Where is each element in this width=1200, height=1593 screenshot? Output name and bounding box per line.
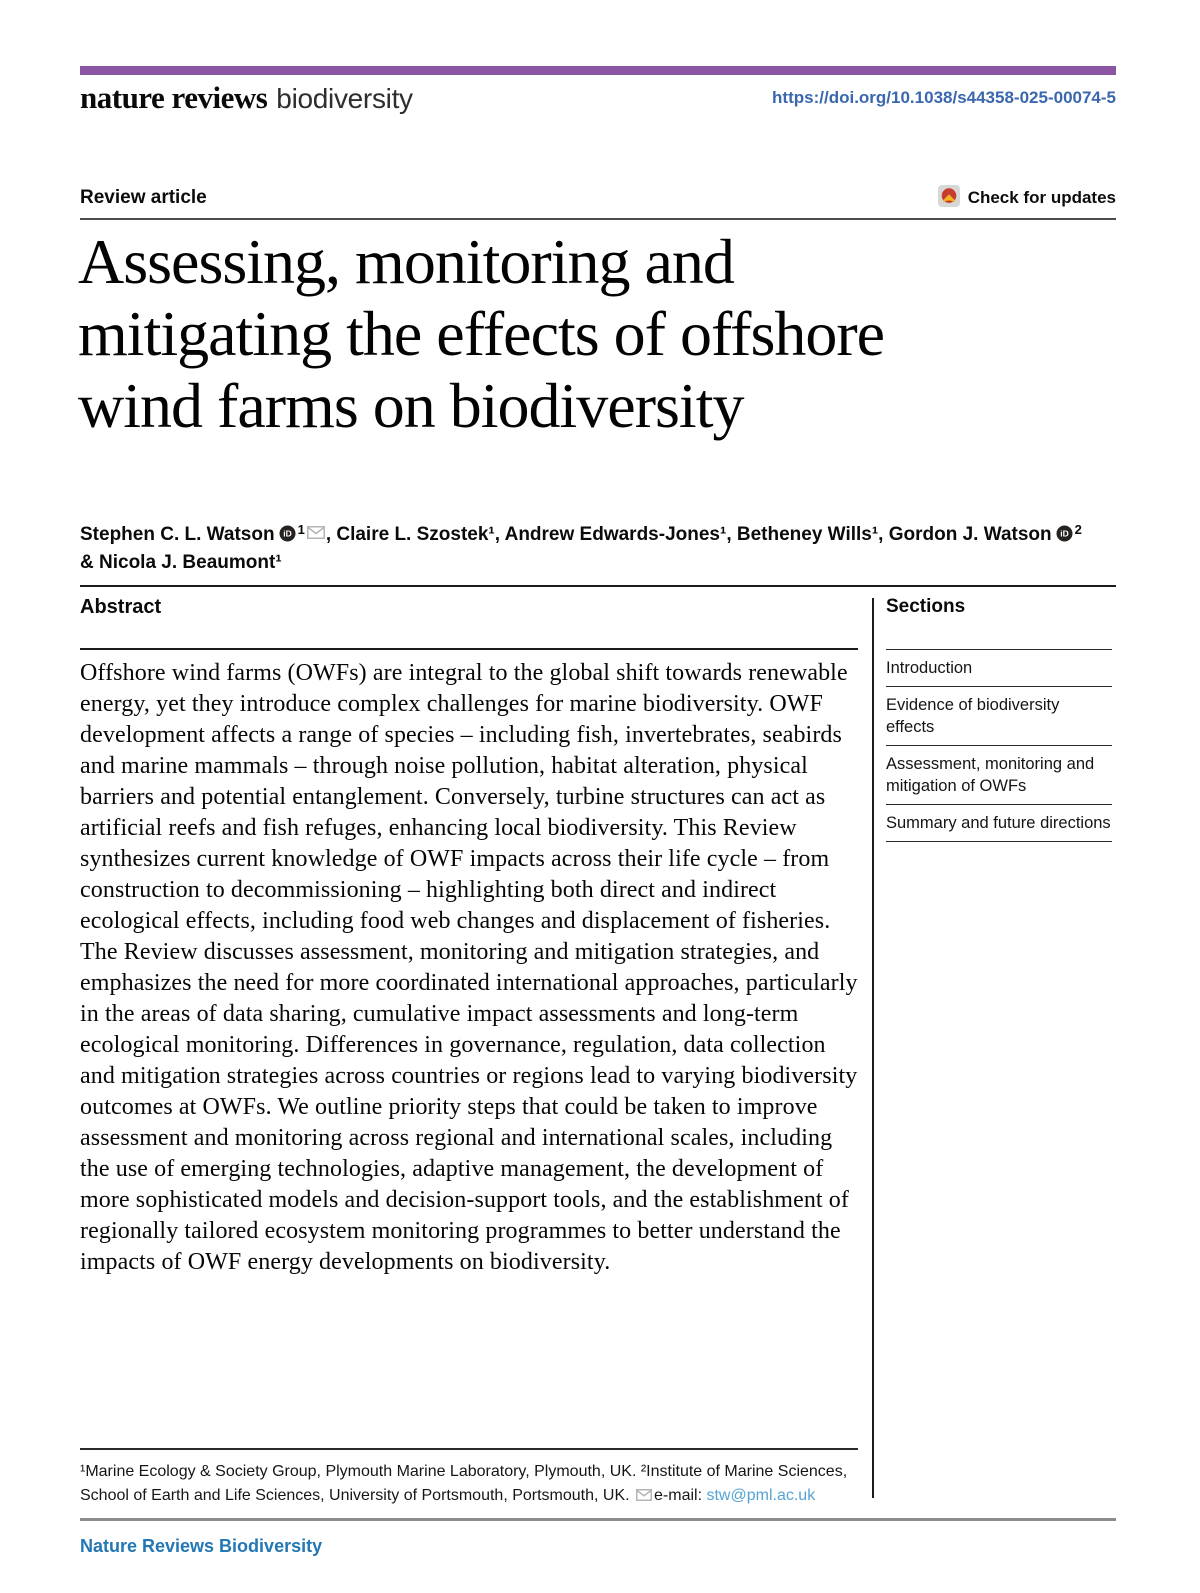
journal-logo-biodiversity: biodiversity	[276, 83, 413, 114]
section-link-summary[interactable]: Summary and future directions	[886, 805, 1112, 842]
abstract-header	[80, 587, 858, 650]
article-title	[78, 226, 1068, 442]
sections-heading: Sections	[886, 596, 966, 617]
author-names-middle: , Claire L. Szostek¹, Andrew Edwards-Jones¹, Betheney Wills¹, Gordon J. Watson	[325, 524, 1052, 545]
journal-logo	[80, 80, 413, 116]
envelope-icon	[305, 524, 326, 545]
orcid-icon[interactable]	[1052, 524, 1075, 545]
svg-text:iD: iD	[282, 528, 292, 539]
footer-rule	[80, 1518, 1116, 1521]
sections-header	[886, 587, 1112, 650]
article-title-line1: Assessing, monitoring and	[78, 226, 734, 297]
abstract-text: Offshore wind farms (OWFs) are integral to the global shift towards renewable energy, yet they introduce complex challenges for marine biodiversity. OWF development affects a range of species – including fish, invertebrates, seabirds and marine mammals – through noise pollution, habitat alteration, physical barriers and potential entanglement. Conversely, turbine structures can act as artificial reefs and fish refuges, enhancing local biodiversity. This Review synthesizes current knowledge of OWF impacts across their life cycle – from construction to decommissioning – highlighting both direct and indirect ecological effects, including food web changes and displacement of fisheries. The Review discusses assessment, monitoring and mitigation strategies, and emphasizes the need for more coordinated international approaches, particularly in the areas of data sharing, cumulative impact assessments and long-term ecological monitoring. Differences in governance, regulation, data collection and mitigation strategies across countries or regions lead to varying biodiversity outcomes at OWFs. We outline priority steps that could be taken to improve assessment and monitoring across regional and international scales, including the use of emerging technologies, adaptive management, the development of more sophisticated models and decision-support tools, and the establishment of regionally tailored ecosystem monitoring programmes to better understand the impacts of OWF energy developments on biodiversity.	[80, 660, 858, 1275]
header-divider	[80, 218, 1116, 220]
abstract-column	[80, 587, 858, 1278]
affiliations-text: ¹Marine Ecology & Society Group, Plymouth Marine Laboratory, Plymouth, UK. ²Institute of Marine Sciences, School of Earth and Life Sciences, University of Portsmouth, Portsmouth, UK.	[80, 1463, 848, 1504]
crossmark-icon	[938, 185, 960, 212]
article-title-line2: mitigating the effects of offshore	[78, 298, 885, 369]
author-list	[80, 516, 1090, 577]
affiliation-superscript: 1	[297, 522, 305, 537]
article-type-label: Review article	[80, 187, 207, 208]
svg-text:iD: iD	[1059, 528, 1069, 539]
check-for-updates-label: Check for updates	[967, 188, 1116, 207]
affiliation-superscript: 2	[1074, 522, 1082, 537]
author-name: Stephen C. L. Watson	[80, 524, 275, 545]
footer-journal-name: Nature Reviews Biodiversity	[80, 1536, 323, 1556]
masthead	[80, 80, 1116, 116]
check-for-updates-button[interactable]	[938, 185, 1116, 212]
orcid-icon[interactable]	[275, 524, 298, 545]
affiliations-footnote	[80, 1448, 858, 1508]
section-link-assessment[interactable]: Assessment, monitoring and mitigation of OWFs	[886, 746, 1112, 805]
section-link-evidence[interactable]: Evidence of biodiversity effects	[886, 687, 1112, 746]
article-title-line3: wind farms on biodiversity	[78, 370, 744, 441]
envelope-icon	[634, 1487, 654, 1504]
abstract-heading: Abstract	[80, 596, 162, 618]
doi-link[interactable]: https://doi.org/10.1038/s44358-025-00074-5	[772, 88, 1116, 107]
section-link-introduction[interactable]: Introduction	[886, 650, 1112, 687]
author-list-line2: & Nicola J. Beaumont¹	[80, 552, 282, 573]
email-label: e-mail:	[654, 1487, 707, 1504]
column-divider	[872, 598, 874, 1498]
journal-logo-nature-reviews: nature reviews	[80, 80, 268, 115]
journal-accent-bar	[80, 66, 1116, 75]
email-link[interactable]: stw@pml.ac.uk	[706, 1487, 816, 1504]
sections-sidebar	[886, 587, 1112, 842]
kicker-row	[80, 185, 1116, 211]
